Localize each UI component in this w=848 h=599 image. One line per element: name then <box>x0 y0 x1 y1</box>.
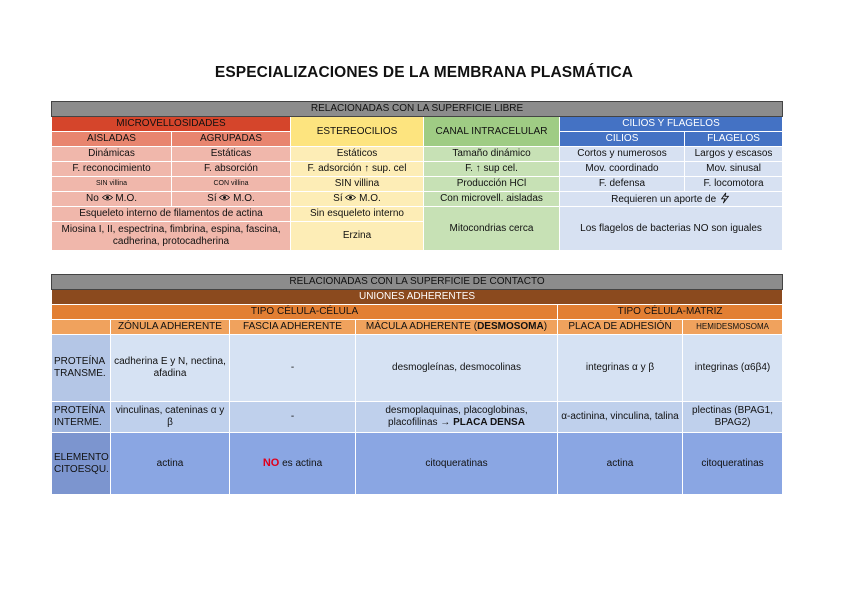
cell: Dinámicas <box>52 147 172 162</box>
agrupadas-header: AGRUPADAS <box>172 132 291 147</box>
cell: α-actinina, vinculina, talina <box>558 402 683 433</box>
cell-text: placofilinas → <box>388 417 451 428</box>
cell-text: es actina <box>282 458 323 469</box>
cell-text: F. <box>465 163 473 174</box>
contact-surface-table <box>51 274 783 495</box>
page-title: ESPECIALIZACIONES DE LA MEMBRANA PLASMÁTICA <box>214 64 634 81</box>
cell: Cortos y numerosos <box>560 147 685 162</box>
cell: Mov. sinusal <box>685 162 783 177</box>
cell: Estáticos <box>291 147 424 162</box>
eye-icon <box>102 193 113 202</box>
cell <box>52 192 172 207</box>
cell <box>291 162 424 177</box>
microvellosidades-header: MICROVELLOSIDADES <box>52 117 291 132</box>
cell: integrinas (α6β4) <box>683 335 783 402</box>
cell: cadherina E y N, nectina, afadina <box>111 335 230 402</box>
cell: - <box>230 335 356 402</box>
contact-surface-header: RELACIONADAS CON LA SUPERFICIE DE CONTACTO <box>52 275 783 290</box>
cell-text: Sí <box>207 193 217 204</box>
cell: SIN villina <box>291 177 424 192</box>
cell: F. reconocimiento <box>52 162 172 177</box>
corner-cell <box>52 320 111 335</box>
cell: SIN villina <box>52 177 172 192</box>
cell: Los flagelos de bacterias NO son iguales <box>560 207 783 251</box>
cell: F. defensa <box>560 177 685 192</box>
cell-text: No <box>85 193 99 204</box>
tipo-celula-matriz-header: TIPO CÉLULA-MATRIZ <box>558 305 783 320</box>
cell: actina <box>558 433 683 495</box>
cell: actina <box>111 433 230 495</box>
cell: Tamaño dinámico <box>424 147 560 162</box>
cell: citoqueratinas <box>683 433 783 495</box>
col-header: PLACA DE ADHESIÓN <box>558 320 683 335</box>
cell-text: Requieren un aporte de <box>611 194 717 205</box>
cell <box>172 192 291 207</box>
eye-icon <box>345 193 356 202</box>
cell-text: sup. cel <box>372 163 407 174</box>
col-header: FASCIA ADHERENTE <box>230 320 356 335</box>
cell: Producción HCl <box>424 177 560 192</box>
lightning-icon <box>719 192 731 204</box>
cell: Estáticas <box>172 147 291 162</box>
estereocilios-header: ESTEREOCILIOS <box>291 117 424 147</box>
free-surface-table <box>51 101 783 251</box>
cell <box>424 162 560 177</box>
cell: plectinas (BPAG1, BPAG2) <box>683 402 783 433</box>
uniones-header: UNIONES ADHERENTES <box>52 290 783 305</box>
cell: Miosina I, II, espectrina, fimbrina, espina, fascina, cadherina, protocadherina <box>52 222 291 251</box>
cilios-header: CILIOS <box>560 132 685 147</box>
cell: Mitocondrias cerca <box>424 207 560 251</box>
cell: Mov. coordinado <box>560 162 685 177</box>
cilios-flagelos-header: CILIOS Y FLAGELOS <box>560 117 783 132</box>
cell-text: Sí <box>333 193 343 204</box>
cell-text: M.O. <box>233 193 255 204</box>
col-header <box>356 320 558 335</box>
col-header: ZÓNULA ADHERENTE <box>111 320 230 335</box>
cell: citoqueratinas <box>356 433 558 495</box>
row-label: PROTEÍNA INTERME. <box>52 402 111 433</box>
cell-text: F. adsorción <box>307 163 362 174</box>
cell <box>230 433 356 495</box>
cell-text: M.O. <box>115 193 138 204</box>
cell-text: desmoplaquinas, placoglobinas, <box>385 405 528 416</box>
eye-icon <box>219 193 230 202</box>
cell: F. absorción <box>172 162 291 177</box>
arrow-up-icon: ↑ <box>364 163 370 174</box>
canal-header: CANAL INTRACELULAR <box>424 117 560 147</box>
cell <box>560 192 783 207</box>
cell: - <box>230 402 356 433</box>
col-header-text: MÁCULA ADHERENTE ( <box>365 321 478 332</box>
cell: desmogleínas, desmocolinas <box>356 335 558 402</box>
cell: vinculinas, cateninas α y β <box>111 402 230 433</box>
free-surface-header: RELACIONADAS CON LA SUPERFICIE LIBRE <box>52 102 783 117</box>
cell: integrinas α y β <box>558 335 683 402</box>
cell-text: PLACA DENSA <box>453 417 525 428</box>
cell: Sin esqueleto interno <box>291 207 424 222</box>
row-label: PROTEÍNA TRANSME. <box>52 335 111 402</box>
cell-text: sup cel. <box>483 163 518 174</box>
flagelos-header: FLAGELOS <box>685 132 783 147</box>
cell: Erzina <box>291 222 424 251</box>
col-header-text: DESMOSOMA <box>477 321 544 332</box>
cell-text: NO <box>262 457 280 469</box>
row-label: ELEMENTO CITOESQU. <box>52 433 111 495</box>
arrow-up-icon: ↑ <box>475 163 481 174</box>
aisladas-header: AISLADAS <box>52 132 172 147</box>
cell: CON villina <box>172 177 291 192</box>
cell <box>291 192 424 207</box>
cell-text: M.O. <box>359 193 381 204</box>
cell: Esqueleto interno de filamentos de actina <box>52 207 291 222</box>
cell: Con microvell. aisladas <box>424 192 560 207</box>
tipo-celula-celula-header: TIPO CÉLULA-CÉLULA <box>52 305 558 320</box>
cell: F. locomotora <box>685 177 783 192</box>
cell <box>356 402 558 433</box>
cell: Largos y escasos <box>685 147 783 162</box>
col-header-text: ) <box>543 321 548 332</box>
col-header: HEMIDESMOSOMA <box>683 320 783 335</box>
